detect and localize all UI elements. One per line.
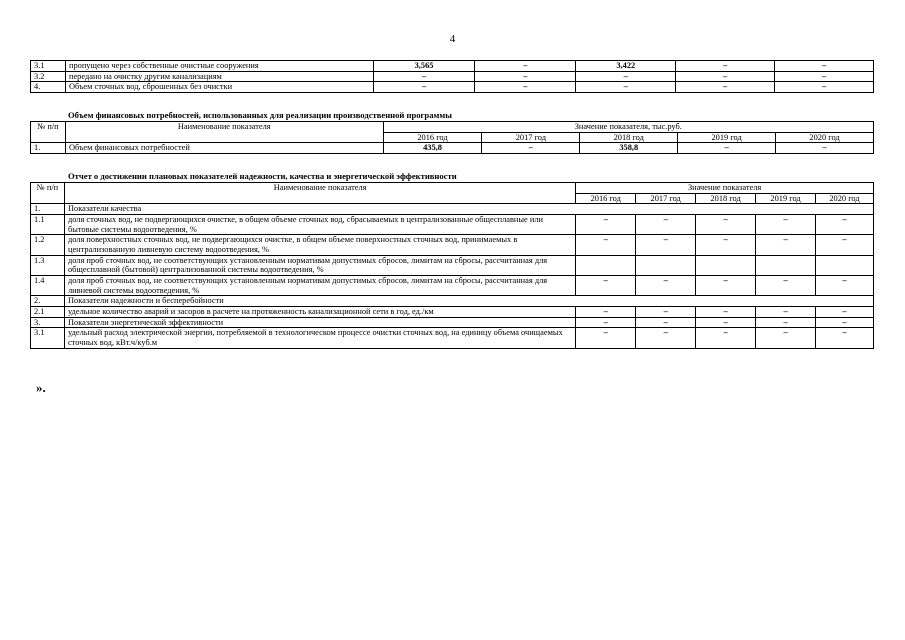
value-cell: – [676,61,775,72]
value-cell: – [816,275,874,295]
page-number: 4 [449,33,456,45]
indicators-report-caption: Отчет о достижении плановых показателей надежности, качества и энергетической эффективности [68,171,457,181]
column-header-value: Значение показателя, тыс.руб. [383,122,873,133]
closing-quote-mark: ». [36,380,46,395]
value-cell: – [816,214,874,234]
row-number: 3.2 [31,71,66,82]
financial-needs-table [30,121,874,154]
value-cell: – [696,328,756,348]
table-row [31,143,874,154]
value-cell: – [676,82,775,93]
value-cell: – [636,275,696,295]
value-cell: – [576,235,636,255]
indicator-name: удельный расход электрической энергии, потребляемой в технологическом процессе очистки сточных вод, на единицу объема очищаемых сточных вод, кВт.ч/куб.м [64,328,575,348]
table-row [31,214,874,234]
row-number: 1.4 [31,275,65,295]
indicator-name: доля проб сточных вод, не соответствующих установленным нормативам допустимых сбросов, лимитам на сбросы, рассчитанная для ливневой системы водоотведения, % [64,275,575,295]
row-number: 1. [31,143,66,154]
indicator-name: передано на очистку другим канализациям [65,71,373,82]
table-row [31,255,874,275]
column-header-name: Наименование показателя [64,183,575,204]
wastewater-volume-table [30,60,874,93]
value-cell: – [636,317,696,328]
value-cell: – [636,328,696,348]
value-cell: – [576,275,636,295]
value-cell [636,255,696,275]
indicator-name: удельное количество аварий и засоров в расчете на протяженность канализационной сети в год, ед./км [64,306,575,317]
table-row [31,204,874,215]
value-cell: – [576,317,636,328]
table-row [31,275,874,295]
value-cell: – [676,71,775,82]
value-cell: – [576,82,676,93]
value-cell: – [636,214,696,234]
value-cell [576,255,636,275]
value-cell: – [475,71,576,82]
value-cell: – [576,214,636,234]
value-cell [756,255,816,275]
value-cell: 3,565 [373,61,475,72]
value-cell: – [775,71,874,82]
value-cell: – [373,82,475,93]
year-header: 2018 год [580,132,678,143]
value-cell: – [696,317,756,328]
row-number: 3.1 [31,328,65,348]
year-header: 2018 год [696,193,756,204]
year-header: 2019 год [678,132,776,143]
indicator-name: доля сточных вод, не подвергающихся очистке, в общем объеме сточных вод, сбрасываемых в централизованные общесплавные или бытовые системы водоотведения, % [64,214,575,234]
value-cell: – [636,235,696,255]
value-cell: – [756,317,816,328]
column-header-number: № п/п [31,183,65,204]
value-cell: – [696,306,756,317]
row-number: 1. [31,204,65,215]
value-cell [816,255,874,275]
row-number: 2. [31,296,65,307]
section-title: Показатели качества [64,204,873,215]
row-number: 1.2 [31,235,65,255]
value-cell: – [756,306,816,317]
value-cell: 435,8 [383,143,482,154]
value-cell: – [678,143,776,154]
value-cell: – [576,306,636,317]
indicator-name: доля поверхностных сточных вод, не подвергающихся очистке, в общем объеме поверхностных сточных вод, принимаемых в централизованную ливневую систему водоотведения, % [64,235,575,255]
value-cell: – [696,214,756,234]
value-cell: 3,422 [576,61,676,72]
value-cell: – [373,71,475,82]
year-header: 2020 год [776,132,874,143]
value-cell: 358,8 [580,143,678,154]
value-cell: – [756,328,816,348]
year-header: 2016 год [383,132,482,143]
indicator-name: Объем финансовых потребностей [65,143,383,154]
table-row [31,328,874,348]
indicator-name: Объем сточных вод, сброшенных без очистки [65,82,373,93]
table-row [31,71,874,82]
indicator-name: пропущено через собственные очистные сооружения [65,61,373,72]
row-number: 1.3 [31,255,65,275]
value-cell: – [775,61,874,72]
value-cell: – [816,317,874,328]
value-cell: – [756,275,816,295]
value-cell: – [696,235,756,255]
row-number: 4. [31,82,66,93]
row-number: 3.1 [31,61,66,72]
value-cell [696,255,756,275]
table-row [31,317,874,328]
value-cell: – [636,306,696,317]
year-header: 2020 год [816,193,874,204]
table-row [31,235,874,255]
value-cell: – [775,82,874,93]
indicator-name: Показатели энергетической эффективности [64,317,575,328]
row-number: 1.1 [31,214,65,234]
value-cell: – [475,82,576,93]
value-cell: – [816,235,874,255]
value-cell: – [756,235,816,255]
row-number: 3. [31,317,65,328]
table-row [31,61,874,72]
year-header: 2017 год [482,132,580,143]
value-cell: – [475,61,576,72]
value-cell: – [816,306,874,317]
financial-needs-caption: Объем финансовых потребностей, использованных для реализации производственной программы [68,110,452,120]
table-row [31,82,874,93]
indicator-name: доля проб сточных вод, не соответствующих установленным нормативам допустимых сбросов, лимитам на сбросы, рассчитанная для общесплавной (бытовой) централизованной системы водоотведения, % [64,255,575,275]
row-number: 2.1 [31,306,65,317]
value-cell: – [482,143,580,154]
column-header-number: № п/п [31,122,66,143]
column-header-name: Наименование показателя [65,122,383,143]
year-header: 2019 год [756,193,816,204]
value-cell: – [816,328,874,348]
table-row [31,296,874,307]
year-header: 2017 год [636,193,696,204]
value-cell: – [776,143,874,154]
indicators-report-table [30,182,874,349]
year-header: 2016 год [576,193,636,204]
value-cell: – [576,71,676,82]
value-cell: – [696,275,756,295]
section-title: Показатели надежности и бесперебойности [64,296,873,307]
value-cell: – [756,214,816,234]
column-header-value: Значение показателя [576,183,874,194]
value-cell: – [576,328,636,348]
table-row [31,306,874,317]
